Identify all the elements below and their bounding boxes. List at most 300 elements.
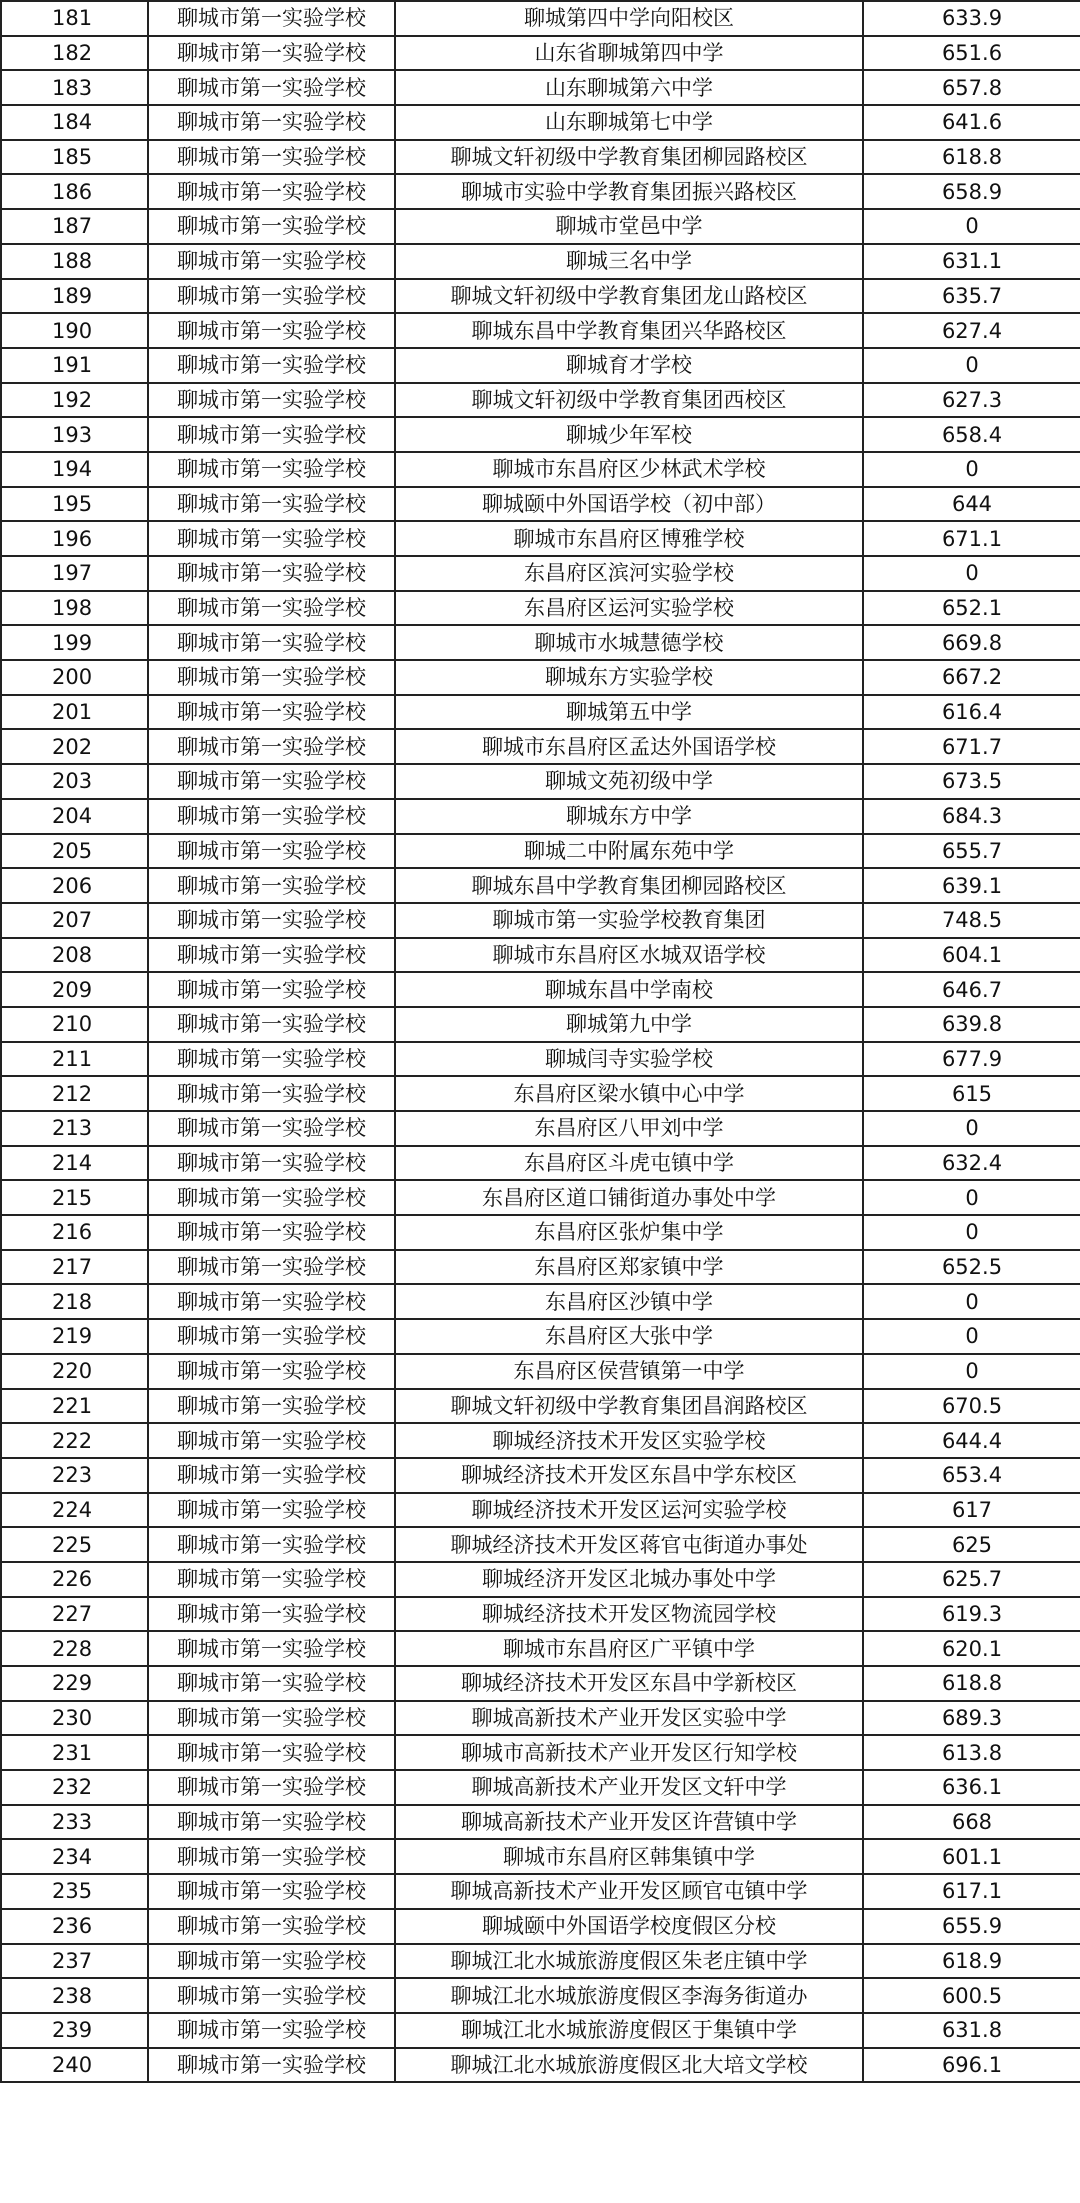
source-school-cell: 山东聊城第七中学 [395, 105, 863, 140]
source-school-cell: 聊城经济技术开发区东昌中学新校区 [395, 1666, 863, 1701]
row-number-cell: 190 [1, 313, 148, 348]
score-cell: 655.7 [863, 834, 1080, 869]
table-row [1, 972, 1080, 1007]
table-row [1, 417, 1080, 452]
row-number-cell: 182 [1, 36, 148, 71]
row-number-cell: 238 [1, 1978, 148, 2013]
table-row [1, 140, 1080, 175]
source-school-cell: 聊城文苑初级中学 [395, 764, 863, 799]
table-row [1, 1007, 1080, 1042]
row-number-cell: 219 [1, 1319, 148, 1354]
source-school-cell: 东昌府区沙镇中学 [395, 1284, 863, 1319]
school-name-cell: 聊城市第一实验学校 [148, 1284, 395, 1319]
row-number-cell: 231 [1, 1735, 148, 1770]
score-cell: 670.5 [863, 1389, 1080, 1424]
school-name-cell: 聊城市第一实验学校 [148, 244, 395, 279]
source-school-cell: 聊城第九中学 [395, 1007, 863, 1042]
row-number-cell: 217 [1, 1250, 148, 1285]
row-number-cell: 212 [1, 1076, 148, 1111]
row-number-cell: 218 [1, 1284, 148, 1319]
source-school-cell: 聊城文轩初级中学教育集团西校区 [395, 383, 863, 418]
school-name-cell: 聊城市第一实验学校 [148, 1874, 395, 1909]
score-cell: 0 [863, 556, 1080, 591]
score-cell: 748.5 [863, 903, 1080, 938]
row-number-cell: 213 [1, 1111, 148, 1146]
source-school-cell: 聊城高新技术产业开发区实验中学 [395, 1701, 863, 1736]
source-school-cell: 山东聊城第六中学 [395, 70, 863, 105]
score-cell: 604.1 [863, 938, 1080, 973]
table-row [1, 36, 1080, 71]
row-number-cell: 184 [1, 105, 148, 140]
row-number-cell: 211 [1, 1042, 148, 1077]
school-name-cell: 聊城市第一实验学校 [148, 1839, 395, 1874]
school-name-cell: 聊城市第一实验学校 [148, 1250, 395, 1285]
score-cell: 615 [863, 1076, 1080, 1111]
row-number-cell: 230 [1, 1701, 148, 1736]
row-number-cell: 194 [1, 452, 148, 487]
school-name-cell: 聊城市第一实验学校 [148, 1493, 395, 1528]
score-cell: 0 [863, 1180, 1080, 1215]
score-cell: 653.4 [863, 1458, 1080, 1493]
score-cell: 0 [863, 1111, 1080, 1146]
table-row [1, 1944, 1080, 1979]
score-cell: 652.5 [863, 1250, 1080, 1285]
table-row [1, 1527, 1080, 1562]
score-cell: 635.7 [863, 279, 1080, 314]
row-number-cell: 193 [1, 417, 148, 452]
score-cell: 673.5 [863, 764, 1080, 799]
score-cell: 639.1 [863, 868, 1080, 903]
school-name-cell: 聊城市第一实验学校 [148, 1180, 395, 1215]
school-name-cell: 聊城市第一实验学校 [148, 36, 395, 71]
score-cell: 641.6 [863, 105, 1080, 140]
table-row [1, 487, 1080, 522]
table-row [1, 1562, 1080, 1597]
table-row [1, 1805, 1080, 1840]
school-name-cell: 聊城市第一实验学校 [148, 383, 395, 418]
row-number-cell: 221 [1, 1389, 148, 1424]
row-number-cell: 200 [1, 660, 148, 695]
score-cell: 696.1 [863, 2048, 1080, 2083]
score-cell: 669.8 [863, 625, 1080, 660]
school-name-cell: 聊城市第一实验学校 [148, 1562, 395, 1597]
score-cell: 0 [863, 1284, 1080, 1319]
table-row [1, 1735, 1080, 1770]
school-name-cell: 聊城市第一实验学校 [148, 1146, 395, 1181]
school-name-cell: 聊城市第一实验学校 [148, 868, 395, 903]
school-name-cell: 聊城市第一实验学校 [148, 1978, 395, 2013]
school-name-cell: 聊城市第一实验学校 [148, 938, 395, 973]
row-number-cell: 226 [1, 1562, 148, 1597]
row-number-cell: 204 [1, 799, 148, 834]
row-number-cell: 195 [1, 487, 148, 522]
score-cell: 613.8 [863, 1735, 1080, 1770]
source-school-cell: 聊城育才学校 [395, 348, 863, 383]
score-cell: 0 [863, 1354, 1080, 1389]
table-row [1, 452, 1080, 487]
school-name-cell: 聊城市第一实验学校 [148, 972, 395, 1007]
school-name-cell: 聊城市第一实验学校 [148, 1770, 395, 1805]
table-row [1, 903, 1080, 938]
row-number-cell: 189 [1, 279, 148, 314]
table-row [1, 70, 1080, 105]
source-school-cell: 聊城市第一实验学校教育集团 [395, 903, 863, 938]
row-number-cell: 224 [1, 1493, 148, 1528]
school-name-cell: 聊城市第一实验学校 [148, 556, 395, 591]
source-school-cell: 聊城少年军校 [395, 417, 863, 452]
row-number-cell: 185 [1, 140, 148, 175]
source-school-cell: 聊城文轩初级中学教育集团柳园路校区 [395, 140, 863, 175]
source-school-cell: 东昌府区运河实验学校 [395, 591, 863, 626]
source-school-cell: 聊城市东昌府区孟达外国语学校 [395, 729, 863, 764]
table-row [1, 521, 1080, 556]
source-school-cell: 聊城经济技术开发区运河实验学校 [395, 1493, 863, 1528]
school-name-cell: 聊城市第一实验学校 [148, 1042, 395, 1077]
source-school-cell: 聊城市堂邑中学 [395, 209, 863, 244]
school-name-cell: 聊城市第一实验学校 [148, 1354, 395, 1389]
school-name-cell: 聊城市第一实验学校 [148, 799, 395, 834]
school-name-cell: 聊城市第一实验学校 [148, 1631, 395, 1666]
school-name-cell: 聊城市第一实验学校 [148, 903, 395, 938]
row-number-cell: 234 [1, 1839, 148, 1874]
source-school-cell: 聊城第五中学 [395, 695, 863, 730]
school-name-cell: 聊城市第一实验学校 [148, 1111, 395, 1146]
score-cell: 625 [863, 1527, 1080, 1562]
score-cell: 0 [863, 348, 1080, 383]
row-number-cell: 236 [1, 1909, 148, 1944]
row-number-cell: 223 [1, 1458, 148, 1493]
table-row [1, 1215, 1080, 1250]
row-number-cell: 203 [1, 764, 148, 799]
score-cell: 619.3 [863, 1597, 1080, 1632]
school-name-cell: 聊城市第一实验学校 [148, 105, 395, 140]
row-number-cell: 235 [1, 1874, 148, 1909]
source-school-cell: 聊城二中附属东苑中学 [395, 834, 863, 869]
table-row [1, 1354, 1080, 1389]
table-row [1, 1493, 1080, 1528]
school-name-cell: 聊城市第一实验学校 [148, 417, 395, 452]
source-school-cell: 聊城东昌中学教育集团兴华路校区 [395, 313, 863, 348]
source-school-cell: 东昌府区大张中学 [395, 1319, 863, 1354]
source-school-cell: 聊城市东昌府区少林武术学校 [395, 452, 863, 487]
school-name-cell: 聊城市第一实验学校 [148, 1, 395, 36]
table-row [1, 1597, 1080, 1632]
source-school-cell: 聊城文轩初级中学教育集团龙山路校区 [395, 279, 863, 314]
table-row [1, 1978, 1080, 2013]
row-number-cell: 214 [1, 1146, 148, 1181]
row-number-cell: 216 [1, 1215, 148, 1250]
source-school-cell: 聊城东方中学 [395, 799, 863, 834]
source-school-cell: 聊城江北水城旅游度假区朱老庄镇中学 [395, 1944, 863, 1979]
school-name-cell: 聊城市第一实验学校 [148, 174, 395, 209]
score-cell: 617 [863, 1493, 1080, 1528]
source-school-cell: 聊城闫寺实验学校 [395, 1042, 863, 1077]
school-name-cell: 聊城市第一实验学校 [148, 834, 395, 869]
school-name-cell: 聊城市第一实验学校 [148, 1215, 395, 1250]
score-cell: 618.9 [863, 1944, 1080, 1979]
score-cell: 644 [863, 487, 1080, 522]
source-school-cell: 聊城市实验中学教育集团振兴路校区 [395, 174, 863, 209]
score-cell: 631.8 [863, 2013, 1080, 2048]
school-name-cell: 聊城市第一实验学校 [148, 1805, 395, 1840]
row-number-cell: 186 [1, 174, 148, 209]
row-number-cell: 199 [1, 625, 148, 660]
table-row [1, 1909, 1080, 1944]
score-cell: 636.1 [863, 1770, 1080, 1805]
table-row [1, 1042, 1080, 1077]
table-row [1, 1284, 1080, 1319]
score-cell: 618.8 [863, 140, 1080, 175]
table-row [1, 1874, 1080, 1909]
score-cell: 644.4 [863, 1423, 1080, 1458]
source-school-cell: 聊城市高新技术产业开发区行知学校 [395, 1735, 863, 1770]
source-school-cell: 东昌府区郑家镇中学 [395, 1250, 863, 1285]
row-number-cell: 227 [1, 1597, 148, 1632]
source-school-cell: 聊城高新技术产业开发区许营镇中学 [395, 1805, 863, 1840]
source-school-cell: 东昌府区道口铺街道办事处中学 [395, 1180, 863, 1215]
source-school-cell: 聊城江北水城旅游度假区北大培文学校 [395, 2048, 863, 2083]
row-number-cell: 229 [1, 1666, 148, 1701]
table-row [1, 868, 1080, 903]
source-school-cell: 东昌府区滨河实验学校 [395, 556, 863, 591]
score-cell: 652.1 [863, 591, 1080, 626]
row-number-cell: 192 [1, 383, 148, 418]
school-name-cell: 聊城市第一实验学校 [148, 1701, 395, 1736]
table-row [1, 1250, 1080, 1285]
score-table-body [1, 1, 1080, 2082]
score-cell: 668 [863, 1805, 1080, 1840]
school-name-cell: 聊城市第一实验学校 [148, 209, 395, 244]
school-name-cell: 聊城市第一实验学校 [148, 1666, 395, 1701]
school-name-cell: 聊城市第一实验学校 [148, 452, 395, 487]
score-cell: 657.8 [863, 70, 1080, 105]
score-cell: 0 [863, 1215, 1080, 1250]
score-cell: 677.9 [863, 1042, 1080, 1077]
school-name-cell: 聊城市第一实验学校 [148, 313, 395, 348]
row-number-cell: 191 [1, 348, 148, 383]
source-school-cell: 聊城东方实验学校 [395, 660, 863, 695]
row-number-cell: 181 [1, 1, 148, 36]
table-row [1, 2013, 1080, 2048]
table-row [1, 1, 1080, 36]
row-number-cell: 207 [1, 903, 148, 938]
score-cell: 671.1 [863, 521, 1080, 556]
score-cell: 689.3 [863, 1701, 1080, 1736]
row-number-cell: 215 [1, 1180, 148, 1215]
table-row [1, 2048, 1080, 2083]
score-cell: 631.1 [863, 244, 1080, 279]
table-row [1, 105, 1080, 140]
table-row [1, 1423, 1080, 1458]
source-school-cell: 聊城东昌中学教育集团柳园路校区 [395, 868, 863, 903]
row-number-cell: 239 [1, 2013, 148, 2048]
school-name-cell: 聊城市第一实验学校 [148, 140, 395, 175]
table-row [1, 660, 1080, 695]
source-school-cell: 山东省聊城第四中学 [395, 36, 863, 71]
row-number-cell: 233 [1, 1805, 148, 1840]
source-school-cell: 聊城经济技术开发区东昌中学东校区 [395, 1458, 863, 1493]
row-number-cell: 209 [1, 972, 148, 1007]
school-name-cell: 聊城市第一实验学校 [148, 1389, 395, 1424]
table-row [1, 1389, 1080, 1424]
table-row [1, 1631, 1080, 1666]
row-number-cell: 188 [1, 244, 148, 279]
table-row [1, 1076, 1080, 1111]
school-name-cell: 聊城市第一实验学校 [148, 1944, 395, 1979]
table-row [1, 591, 1080, 626]
school-name-cell: 聊城市第一实验学校 [148, 1319, 395, 1354]
table-row [1, 938, 1080, 973]
table-row [1, 834, 1080, 869]
source-school-cell: 东昌府区八甲刘中学 [395, 1111, 863, 1146]
source-school-cell: 聊城经济开发区北城办事处中学 [395, 1562, 863, 1597]
table-row [1, 1111, 1080, 1146]
source-school-cell: 聊城文轩初级中学教育集团昌润路校区 [395, 1389, 863, 1424]
school-name-cell: 聊城市第一实验学校 [148, 660, 395, 695]
score-cell: 633.9 [863, 1, 1080, 36]
score-cell: 0 [863, 209, 1080, 244]
row-number-cell: 220 [1, 1354, 148, 1389]
source-school-cell: 聊城市水城慧德学校 [395, 625, 863, 660]
source-school-cell: 聊城经济技术开发区蒋官屯街道办事处 [395, 1527, 863, 1562]
row-number-cell: 237 [1, 1944, 148, 1979]
row-number-cell: 206 [1, 868, 148, 903]
source-school-cell: 聊城经济技术开发区实验学校 [395, 1423, 863, 1458]
source-school-cell: 聊城颐中外国语学校度假区分校 [395, 1909, 863, 1944]
school-name-cell: 聊城市第一实验学校 [148, 1909, 395, 1944]
table-row [1, 1146, 1080, 1181]
source-school-cell: 东昌府区梁水镇中心中学 [395, 1076, 863, 1111]
score-cell: 617.1 [863, 1874, 1080, 1909]
source-school-cell: 聊城经济技术开发区物流园学校 [395, 1597, 863, 1632]
table-row [1, 174, 1080, 209]
row-number-cell: 183 [1, 70, 148, 105]
table-row [1, 695, 1080, 730]
source-school-cell: 聊城江北水城旅游度假区李海务街道办 [395, 1978, 863, 2013]
school-name-cell: 聊城市第一实验学校 [148, 487, 395, 522]
school-name-cell: 聊城市第一实验学校 [148, 521, 395, 556]
source-school-cell: 聊城第四中学向阳校区 [395, 1, 863, 36]
score-cell: 600.5 [863, 1978, 1080, 2013]
table-row [1, 1701, 1080, 1736]
score-cell: 0 [863, 452, 1080, 487]
table-row [1, 764, 1080, 799]
source-school-cell: 东昌府区侯营镇第一中学 [395, 1354, 863, 1389]
source-school-cell: 聊城市东昌府区博雅学校 [395, 521, 863, 556]
source-school-cell: 聊城东昌中学南校 [395, 972, 863, 1007]
school-name-cell: 聊城市第一实验学校 [148, 625, 395, 660]
score-cell: 618.8 [863, 1666, 1080, 1701]
score-cell: 671.7 [863, 729, 1080, 764]
row-number-cell: 202 [1, 729, 148, 764]
table-row [1, 1770, 1080, 1805]
score-cell: 0 [863, 1319, 1080, 1354]
school-name-cell: 聊城市第一实验学校 [148, 2013, 395, 2048]
table-row [1, 279, 1080, 314]
score-cell: 625.7 [863, 1562, 1080, 1597]
school-name-cell: 聊城市第一实验学校 [148, 70, 395, 105]
table-row [1, 1666, 1080, 1701]
source-school-cell: 聊城江北水城旅游度假区于集镇中学 [395, 2013, 863, 2048]
score-cell: 639.8 [863, 1007, 1080, 1042]
school-name-cell: 聊城市第一实验学校 [148, 695, 395, 730]
table-row [1, 729, 1080, 764]
table-row [1, 1839, 1080, 1874]
table-row [1, 556, 1080, 591]
table-row [1, 209, 1080, 244]
row-number-cell: 205 [1, 834, 148, 869]
school-name-cell: 聊城市第一实验学校 [148, 764, 395, 799]
score-cell: 627.3 [863, 383, 1080, 418]
row-number-cell: 210 [1, 1007, 148, 1042]
table-row [1, 348, 1080, 383]
source-school-cell: 聊城三名中学 [395, 244, 863, 279]
school-name-cell: 聊城市第一实验学校 [148, 1076, 395, 1111]
row-number-cell: 196 [1, 521, 148, 556]
row-number-cell: 208 [1, 938, 148, 973]
score-cell: 655.9 [863, 1909, 1080, 1944]
score-cell: 601.1 [863, 1839, 1080, 1874]
school-name-cell: 聊城市第一实验学校 [148, 1007, 395, 1042]
school-name-cell: 聊城市第一实验学校 [148, 2048, 395, 2083]
score-cell: 632.4 [863, 1146, 1080, 1181]
score-cell: 651.6 [863, 36, 1080, 71]
row-number-cell: 198 [1, 591, 148, 626]
score-cell: 658.4 [863, 417, 1080, 452]
table-row [1, 383, 1080, 418]
row-number-cell: 225 [1, 1527, 148, 1562]
score-cell: 658.9 [863, 174, 1080, 209]
row-number-cell: 222 [1, 1423, 148, 1458]
score-cell: 667.2 [863, 660, 1080, 695]
source-school-cell: 东昌府区张炉集中学 [395, 1215, 863, 1250]
source-school-cell: 聊城高新技术产业开发区文轩中学 [395, 1770, 863, 1805]
table-row [1, 1180, 1080, 1215]
source-school-cell: 聊城高新技术产业开发区顾官屯镇中学 [395, 1874, 863, 1909]
table-row [1, 1319, 1080, 1354]
school-name-cell: 聊城市第一实验学校 [148, 729, 395, 764]
row-number-cell: 232 [1, 1770, 148, 1805]
table-row [1, 244, 1080, 279]
row-number-cell: 240 [1, 2048, 148, 2083]
score-cell: 646.7 [863, 972, 1080, 1007]
school-name-cell: 聊城市第一实验学校 [148, 591, 395, 626]
source-school-cell: 聊城市东昌府区广平镇中学 [395, 1631, 863, 1666]
school-name-cell: 聊城市第一实验学校 [148, 1423, 395, 1458]
row-number-cell: 187 [1, 209, 148, 244]
school-name-cell: 聊城市第一实验学校 [148, 1735, 395, 1770]
table-row [1, 313, 1080, 348]
score-cell: 616.4 [863, 695, 1080, 730]
score-cell: 620.1 [863, 1631, 1080, 1666]
school-name-cell: 聊城市第一实验学校 [148, 279, 395, 314]
table-row [1, 799, 1080, 834]
source-school-cell: 东昌府区斗虎屯镇中学 [395, 1146, 863, 1181]
school-name-cell: 聊城市第一实验学校 [148, 1458, 395, 1493]
table-row [1, 1458, 1080, 1493]
row-number-cell: 228 [1, 1631, 148, 1666]
row-number-cell: 201 [1, 695, 148, 730]
school-name-cell: 聊城市第一实验学校 [148, 348, 395, 383]
score-cell: 627.4 [863, 313, 1080, 348]
source-school-cell: 聊城市东昌府区水城双语学校 [395, 938, 863, 973]
table-row [1, 625, 1080, 660]
source-school-cell: 聊城市东昌府区韩集镇中学 [395, 1839, 863, 1874]
school-name-cell: 聊城市第一实验学校 [148, 1597, 395, 1632]
source-school-cell: 聊城颐中外国语学校（初中部） [395, 487, 863, 522]
row-number-cell: 197 [1, 556, 148, 591]
school-name-cell: 聊城市第一实验学校 [148, 1527, 395, 1562]
